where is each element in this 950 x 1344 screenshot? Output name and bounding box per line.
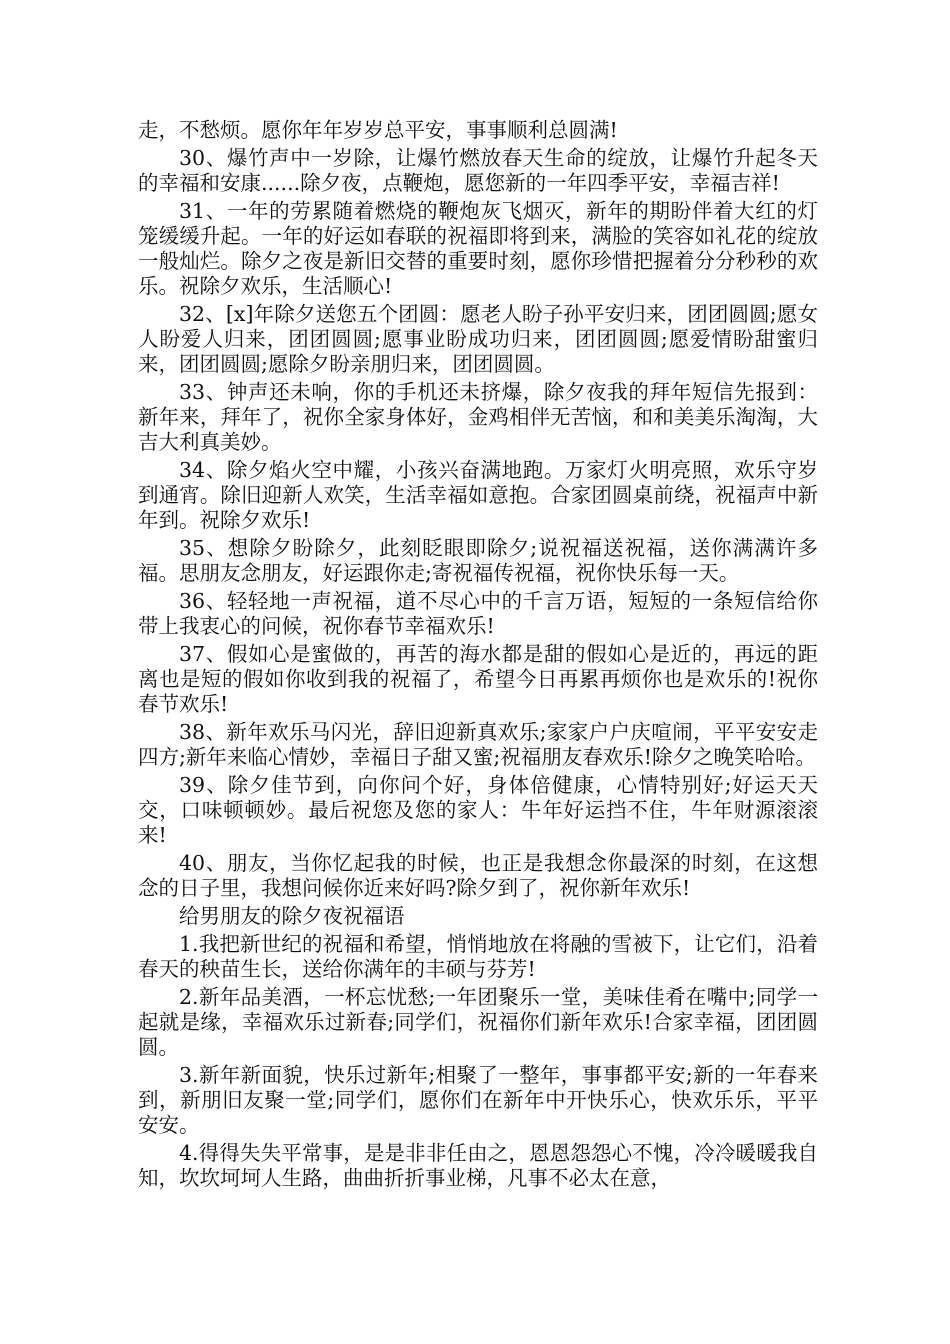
paragraph-4: 4.得得失失平常事，是是非非任由之，恩恩怨怨心不愧，冷冷暖暖我自知，坎坎坷坷人生路，曲曲折折事业梯，凡事不必太在意， — [138, 1141, 818, 1190]
paragraph-32: 32、[x]年除夕送您五个团圆：愿老人盼子孙平安归来，团团圆圆;愿女人盼爱人归来，团团圆圆;愿事业盼成功归来，团团圆圆;愿爱情盼甜蜜归来，团团圆圆;愿除夕盼亲朋归来，团团圆圆。 — [138, 302, 818, 376]
paragraph-2: 2.新年品美酒，一杯忘忧愁;一年团聚乐一堂，美味佳肴在嘴中;同学一起就是缘，幸福欢乐过新春;同学们，祝福你们新年欢乐!合家幸福，团团圆圆。 — [138, 985, 818, 1059]
paragraph-30: 30、爆竹声中一岁除，让爆竹燃放春天生命的绽放，让爆竹升起冬天的幸福和安康......除夕夜，点鞭炮，愿您新的一年四季平安，幸福吉祥! — [138, 146, 818, 195]
paragraph-1: 1.我把新世纪的祝福和希望，悄悄地放在将融的雪被下，让它们，沿着春天的秧苗生长，送给你满年的丰硕与芬芳! — [138, 932, 818, 981]
paragraph-3: 3.新年新面貌，快乐过新年;相聚了一整年，事事都平安;新的一年春来到，新朋旧友聚一堂;同学们，愿你们在新年中开快乐心，快欢乐乐，平平安安。 — [138, 1063, 818, 1137]
paragraph-39: 39、除夕佳节到，向你问个好，身体倍健康，心情特别好;好运天天交，口味顿顿妙。最后祝您及您的家人：牛年好运挡不住，牛年财源滚滚来! — [138, 773, 818, 847]
paragraph-40: 40、朋友，当你忆起我的时候，也正是我想念你最深的时刻，在这想念的日子里，我想问候你近来好吗?除夕到了，祝你新年欢乐! — [138, 851, 818, 900]
paragraph-31: 31、一年的劳累随着燃烧的鞭炮灰飞烟灭，新年的期盼伴着大红的灯笼缓缓升起。一年的好运如春联的祝福即将到来，满脸的笑容如礼花的绽放一般灿烂。除夕之夜是新旧交替的重要时刻，愿你珍惜把握着分分秒秒的欢乐。祝除夕欢乐，生活顺心! — [138, 199, 818, 298]
paragraph-37: 37、假如心是蜜做的，再苦的海水都是甜的假如心是近的，再远的距离也是短的假如你收到我的祝福了，希望今日再累再烦你也是欢乐的!祝你春节欢乐! — [138, 642, 818, 716]
section-heading: 给男朋友的除夕夜祝福语 — [179, 904, 405, 928]
paragraph-33: 33、钟声还未响，你的手机还未挤爆，除夕夜我的拜年短信先报到：新年来，拜年了，祝你全家身体好，金鸡相伴无苦恼，和和美美乐淘淘，大吉大利真美妙。 — [138, 380, 818, 454]
document-page — [138, 118, 818, 1194]
paragraph-38: 38、新年欢乐马闪光，辞旧迎新真欢乐;家家户户庆喧闹，平平安安走四方;新年来临心情妙，幸福日子甜又蜜;祝福朋友春欢乐!除夕之晚笑哈哈。 — [138, 720, 818, 769]
paragraph-36: 36、轻轻地一声祝福，道不尽心中的千言万语，短短的一条短信给你带上我衷心的问候，祝你春节幸福欢乐! — [138, 589, 818, 638]
paragraph-35: 35、想除夕盼除夕，此刻眨眼即除夕;说祝福送祝福，送你满满许多福。思朋友念朋友，好运跟你走;寄祝福传祝福，祝你快乐每一天。 — [138, 536, 818, 585]
paragraph-continuation: 走，不愁烦。愿你年年岁岁总平安，事事顺利总圆满! — [138, 118, 618, 142]
paragraph-34: 34、除夕焰火空中耀，小孩兴奋满地跑。万家灯火明亮照，欢乐守岁到通宵。除旧迎新人欢笑，生活幸福如意抱。合家团圆桌前绕，祝福声中新年到。祝除夕欢乐! — [138, 458, 818, 532]
